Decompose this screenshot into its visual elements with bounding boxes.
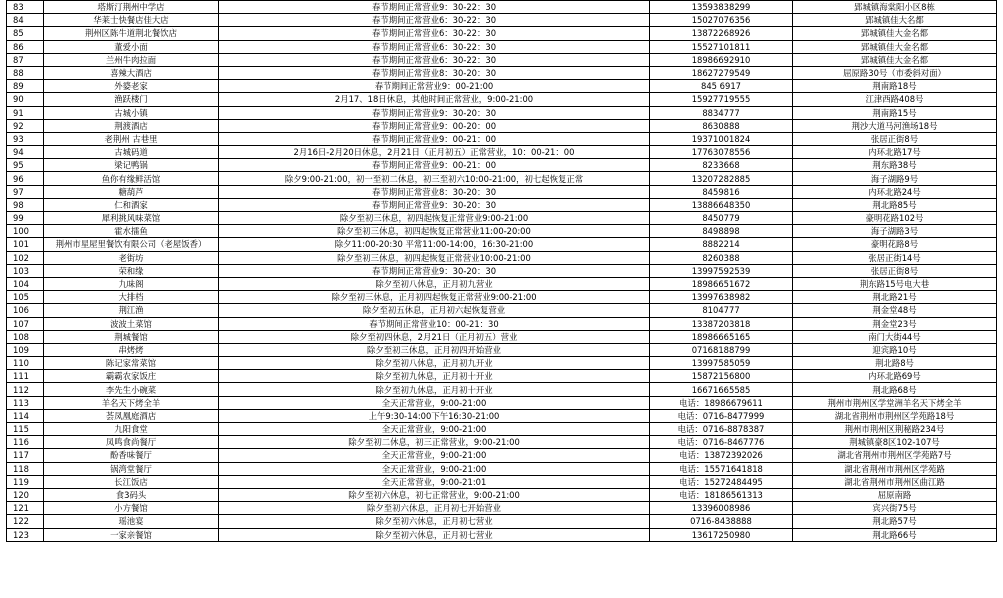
row-number-cell: 91 [7,106,44,119]
phone-cell: 15527101811 [650,40,793,53]
restaurant-name-cell: 老荆州 古巷里 [44,132,219,145]
holiday-hours-cell: 除夕至初三休息，初四起恢复正常营业9:00-21:00 [219,212,650,225]
holiday-hours-cell: 春节期间正常营业9：00-20：00 [219,119,650,132]
address-cell: 张居正街8号 [793,264,997,277]
holiday-hours-cell: 全天正常营业，9:00-21:01 [219,475,650,488]
phone-cell: 15872156800 [650,370,793,383]
address-cell: 荆州市荆州区荆秘路234号 [793,423,997,436]
phone-cell: 电话：13872392026 [650,449,793,462]
restaurant-name-cell: 一家亲餐馆 [44,528,219,541]
holiday-hours-cell: 除夕至初六休息，正月初七开始营业 [219,502,650,515]
holiday-hours-cell: 2月17、18日休息，其他时间正常营业，9:00-21:00 [219,93,650,106]
holiday-hours-cell: 除夕至初九休息，正月初十开业 [219,370,650,383]
restaurant-name-cell: 霸霸农家饭庄 [44,370,219,383]
phone-cell: 8104777 [650,304,793,317]
holiday-hours-cell: 除夕至初六休息，初七正常营业，9:00-21:00 [219,488,650,501]
restaurant-name-cell: 外婆老家 [44,80,219,93]
table-row [7,198,997,211]
restaurant-name-cell: 鱼你有缘鲜活馆 [44,172,219,185]
table-row [7,80,997,93]
row-number-cell: 88 [7,66,44,79]
holiday-hours-cell: 春节期间正常营业8：30-20：30 [219,185,650,198]
table-row [7,27,997,40]
phone-cell: 8498898 [650,225,793,238]
row-number-cell: 96 [7,172,44,185]
phone-cell: 电话：0716-8878387 [650,423,793,436]
phone-cell: 8882214 [650,238,793,251]
row-number-cell: 107 [7,317,44,330]
row-number-cell: 92 [7,119,44,132]
holiday-hours-cell: 除夕至初二休息，初三正常营业，9:00-21:00 [219,436,650,449]
table-row [7,502,997,515]
table-row [7,66,997,79]
phone-cell: 电话：15571641818 [650,462,793,475]
address-cell: 南门大街44号 [793,330,997,343]
table-row [7,488,997,501]
row-number-cell: 87 [7,53,44,66]
restaurant-name-cell: 董爱小面 [44,40,219,53]
table-row [7,528,997,541]
restaurant-name-cell: 老街坊 [44,251,219,264]
row-number-cell: 84 [7,14,44,27]
holiday-hours-cell: 春节期间正常营业9：00-21:00 [219,80,650,93]
address-cell: 迎宾路10号 [793,343,997,356]
restaurant-name-cell: 古城小镇 [44,106,219,119]
address-cell: 豪明花路8号 [793,238,997,251]
table-row [7,1,997,14]
address-cell: 内环北路17号 [793,146,997,159]
phone-cell: 8459816 [650,185,793,198]
restaurant-name-cell: 九阳食堂 [44,423,219,436]
restaurant-name-cell: 羊名天下烤全羊 [44,396,219,409]
restaurant-name-cell: 喜辣大酒店 [44,66,219,79]
holiday-hours-cell: 2月16日-2月20日休息，2月21日（正月初五）正常营业，10：00-21：00 [219,146,650,159]
table-body [7,1,997,542]
row-number-cell: 106 [7,304,44,317]
address-cell: 张居正街14号 [793,251,997,264]
address-cell: 荆州市荆州区学堂洲羊名天下烤全羊 [793,396,997,409]
table-row [7,515,997,528]
table-row [7,132,997,145]
row-number-cell: 104 [7,277,44,290]
restaurant-name-cell: 大排档 [44,291,219,304]
phone-cell: 13872268926 [650,27,793,40]
row-number-cell: 94 [7,146,44,159]
row-number-cell: 110 [7,357,44,370]
table-row [7,396,997,409]
address-cell: 内环北路69号 [793,370,997,383]
holiday-hours-cell: 全天正常营业，9:00-21:00 [219,449,650,462]
address-cell: 郢城镇佳大金名都 [793,27,997,40]
address-cell: 宾兴街75号 [793,502,997,515]
row-number-cell: 98 [7,198,44,211]
holiday-hours-cell: 除夕至初三休息，正月初四开始营业 [219,343,650,356]
row-number-cell: 115 [7,423,44,436]
holiday-hours-cell: 春节期间正常营业10：00-21：30 [219,317,650,330]
row-number-cell: 123 [7,528,44,541]
restaurant-name-cell: 荆江渔 [44,304,219,317]
row-number-cell: 121 [7,502,44,515]
row-number-cell: 90 [7,93,44,106]
address-cell: 荆北路66号 [793,528,997,541]
restaurant-name-cell: 食3码头 [44,488,219,501]
address-cell: 湖北省荆州市荆州区曲江路 [793,475,997,488]
phone-cell: 13387203818 [650,317,793,330]
restaurant-name-cell: 长江饭店 [44,475,219,488]
table-row [7,475,997,488]
table-row [7,172,997,185]
phone-cell: 13617250980 [650,528,793,541]
address-cell: 荆北路85号 [793,198,997,211]
table-row [7,53,997,66]
row-number-cell: 111 [7,370,44,383]
holiday-hours-cell: 春节期间正常营业9：00-21：00 [219,132,650,145]
address-cell: 海子湖路9号 [793,172,997,185]
row-number-cell: 83 [7,1,44,14]
row-number-cell: 119 [7,475,44,488]
holiday-hours-cell: 春节期间正常营业9：30-20：30 [219,106,650,119]
address-cell: 荆南路18号 [793,80,997,93]
restaurant-name-cell: 串烤烤 [44,343,219,356]
address-cell: 郢城镇佳大金名都 [793,40,997,53]
address-cell: 江津西路408号 [793,93,997,106]
restaurant-name-cell: 凤鸣食尚餐厅 [44,436,219,449]
holiday-hours-cell: 春节期间正常营业9：30-22：30 [219,1,650,14]
table-row [7,225,997,238]
holiday-hours-cell: 除夕至初八休息，正月初九开业 [219,357,650,370]
phone-cell: 18627279549 [650,66,793,79]
row-number-cell: 114 [7,409,44,422]
row-number-cell: 113 [7,396,44,409]
holiday-hours-cell: 春节期间正常营业6：30-22：30 [219,27,650,40]
table-row [7,40,997,53]
address-cell: 荆北路8号 [793,357,997,370]
restaurant-name-cell: 渔跃楼门 [44,93,219,106]
restaurant-name-cell: 荆城餐馆 [44,330,219,343]
phone-cell: 18986651672 [650,277,793,290]
holiday-hours-cell: 春节期间正常营业8：30-20：30 [219,66,650,79]
restaurant-name-cell: 梁记鸭锅 [44,159,219,172]
table-row [7,317,997,330]
phone-cell: 电话：0716-8467776 [650,436,793,449]
restaurant-name-cell: 犀利挑风味菜馆 [44,212,219,225]
table-row [7,264,997,277]
restaurant-name-cell: 兰州牛肉拉面 [44,53,219,66]
row-number-cell: 108 [7,330,44,343]
restaurant-name-cell: 荟凤凰庭酒店 [44,409,219,422]
address-cell: 湖北省荆州市荆州区学苑路18号 [793,409,997,422]
phone-cell: 13207282885 [650,172,793,185]
holiday-hours-cell: 春节期间正常营业9：30-20：30 [219,198,650,211]
holiday-hours-cell: 除夕至初五休息，正月初六起恢复营业 [219,304,650,317]
holiday-hours-cell: 除夕至初四休息，2月21日（正月初五）营业 [219,330,650,343]
table-row [7,357,997,370]
address-cell: 荆金堂23号 [793,317,997,330]
row-number-cell: 89 [7,80,44,93]
restaurant-name-cell: 瑶池宴 [44,515,219,528]
row-number-cell: 95 [7,159,44,172]
phone-cell: 8260388 [650,251,793,264]
row-number-cell: 105 [7,291,44,304]
phone-cell: 0716-8438888 [650,515,793,528]
holiday-hours-cell: 除夕11:00-20:30 平常11:00-14:00，16:30-21:00 [219,238,650,251]
phone-cell: 8233668 [650,159,793,172]
holiday-hours-cell: 全天正常营业，9:00-21:00 [219,396,650,409]
row-number-cell: 103 [7,264,44,277]
row-number-cell: 85 [7,27,44,40]
phone-cell: 15027076356 [650,14,793,27]
restaurant-name-cell: 塔斯汀荆州中学店 [44,1,219,14]
phone-cell: 13396008986 [650,502,793,515]
table-row [7,277,997,290]
phone-cell: 电话：18986679611 [650,396,793,409]
address-cell: 荆北路68号 [793,383,997,396]
table-row [7,423,997,436]
table-row [7,238,997,251]
table-row [7,370,997,383]
phone-cell: 18986665165 [650,330,793,343]
table-row [7,212,997,225]
address-cell: 湖北省荆州市荆州区学苑路 [793,462,997,475]
table-row [7,449,997,462]
restaurant-name-cell: 陈记家常菜馆 [44,357,219,370]
address-cell: 郢城镇佳大金名都 [793,53,997,66]
table-row [7,93,997,106]
restaurant-name-cell: 古城码道 [44,146,219,159]
restaurant-name-cell: 糖葫芦 [44,185,219,198]
table-row [7,383,997,396]
table-row [7,146,997,159]
phone-cell: 845 6917 [650,80,793,93]
holiday-hours-cell: 春节期间正常营业6：30-22：30 [219,14,650,27]
holiday-hours-cell: 春节期间正常营业6：30-22：30 [219,53,650,66]
phone-cell: 电话：0716-8477999 [650,409,793,422]
address-cell: 屈原南路 [793,488,997,501]
phone-cell: 13997638982 [650,291,793,304]
holiday-hours-cell: 除夕至初三休息，初四起恢复正常营业10:00-21:00 [219,251,650,264]
restaurant-name-cell: 酚香味餐厅 [44,449,219,462]
address-cell: 荆东路38号 [793,159,997,172]
address-cell: 荆北路57号 [793,515,997,528]
phone-cell: 13997592539 [650,264,793,277]
address-cell: 荆金堂48号 [793,304,997,317]
holiday-hours-cell: 除夕至初六休息，正月初七营业 [219,515,650,528]
row-number-cell: 118 [7,462,44,475]
restaurant-name-cell: 华莱士快餐店佳大店 [44,14,219,27]
table-row [7,462,997,475]
address-cell: 海子湖路3号 [793,225,997,238]
table-row [7,185,997,198]
address-cell: 荆北路21号 [793,291,997,304]
row-number-cell: 97 [7,185,44,198]
table-row [7,119,997,132]
restaurant-name-cell: 仁和酒家 [44,198,219,211]
holiday-hours-cell: 除夕至初三休息，初四起恢复正常营业11:00-20:00 [219,225,650,238]
phone-cell: 8834777 [650,106,793,119]
row-number-cell: 109 [7,343,44,356]
phone-cell: 电话：18186561313 [650,488,793,501]
row-number-cell: 117 [7,449,44,462]
holiday-hours-cell: 春节期间正常营业9：30-20：30 [219,264,650,277]
row-number-cell: 86 [7,40,44,53]
holiday-hours-cell: 除夕9:00-21:00，初一至初二休息，初三至初六10:00-21:00，初七起恢复正常 [219,172,650,185]
restaurant-name-cell: 霍水擂鱼 [44,225,219,238]
phone-cell: 13997585059 [650,357,793,370]
table-row [7,436,997,449]
phone-cell: 13886648350 [650,198,793,211]
spreadsheet-table [6,0,997,542]
phone-cell: 8450779 [650,212,793,225]
address-cell: 湖北省荆州市荆州区学苑路7号 [793,449,997,462]
address-cell: 豪明花路102号 [793,212,997,225]
table-row [7,106,997,119]
address-cell: 荆沙大道马河渔场18号 [793,119,997,132]
address-cell: 郢城镇佳大名都 [793,14,997,27]
holiday-hours-cell: 全天正常营业，9:00-21:00 [219,423,650,436]
table-row [7,330,997,343]
holiday-hours-cell: 除夕至初六休息，正月初七营业 [219,528,650,541]
address-cell: 郢城镇海棠阳小区8栋 [793,1,997,14]
address-cell: 荆南路15号 [793,106,997,119]
table-row [7,291,997,304]
row-number-cell: 112 [7,383,44,396]
phone-cell: 19371001824 [650,132,793,145]
restaurant-name-cell: 小方餐馆 [44,502,219,515]
row-number-cell: 122 [7,515,44,528]
table-row [7,251,997,264]
address-cell: 屈原路30号（市委斜对面） [793,66,997,79]
holiday-hours-cell: 除夕至初三休息，正月初四起恢复正常营业9:00-21:00 [219,291,650,304]
phone-cell: 电话：15272484495 [650,475,793,488]
table-row [7,304,997,317]
restaurant-name-cell: 荆州市星屋里餐饮有限公司（老屋饭香） [44,238,219,251]
restaurant-name-cell: 李先生小碗菜 [44,383,219,396]
phone-cell: 18986692910 [650,53,793,66]
phone-cell: 15927719555 [650,93,793,106]
phone-cell: 17763078556 [650,146,793,159]
address-cell: 张居正街8号 [793,132,997,145]
holiday-hours-cell: 全天正常营业，9:00-21:00 [219,462,650,475]
address-cell: 荆东路15号电大巷 [793,277,997,290]
row-number-cell: 100 [7,225,44,238]
holiday-hours-cell: 除夕至初八休息，正月初九营业 [219,277,650,290]
restaurant-name-cell: 九味阁 [44,277,219,290]
restaurant-name-cell: 荆渡酒店 [44,119,219,132]
restaurant-name-cell: 荣和缘 [44,264,219,277]
restaurant-name-cell: 锅湾堂餐厅 [44,462,219,475]
table-row [7,343,997,356]
phone-cell: 16671665585 [650,383,793,396]
holiday-hours-cell: 除夕至初九休息，正月初十开业 [219,383,650,396]
row-number-cell: 120 [7,488,44,501]
row-number-cell: 116 [7,436,44,449]
restaurant-name-cell: 波波土菜馆 [44,317,219,330]
address-cell: 内环北路24号 [793,185,997,198]
row-number-cell: 93 [7,132,44,145]
phone-cell: 13593838299 [650,1,793,14]
table-row [7,409,997,422]
holiday-hours-cell: 春节期间正常营业6：30-22：30 [219,40,650,53]
row-number-cell: 99 [7,212,44,225]
restaurant-name-cell: 荆州区陈牛道荆北餐饮店 [44,27,219,40]
address-cell: 荆城镇豪8区102-107号 [793,436,997,449]
table-row [7,159,997,172]
phone-cell: 8630888 [650,119,793,132]
row-number-cell: 102 [7,251,44,264]
phone-cell: 07168188799 [650,343,793,356]
table-row [7,14,997,27]
holiday-hours-cell: 上午9:30-14:00下午16:30-21:00 [219,409,650,422]
row-number-cell: 101 [7,238,44,251]
holiday-hours-cell: 春节期间正常营业9：00-21：00 [219,159,650,172]
